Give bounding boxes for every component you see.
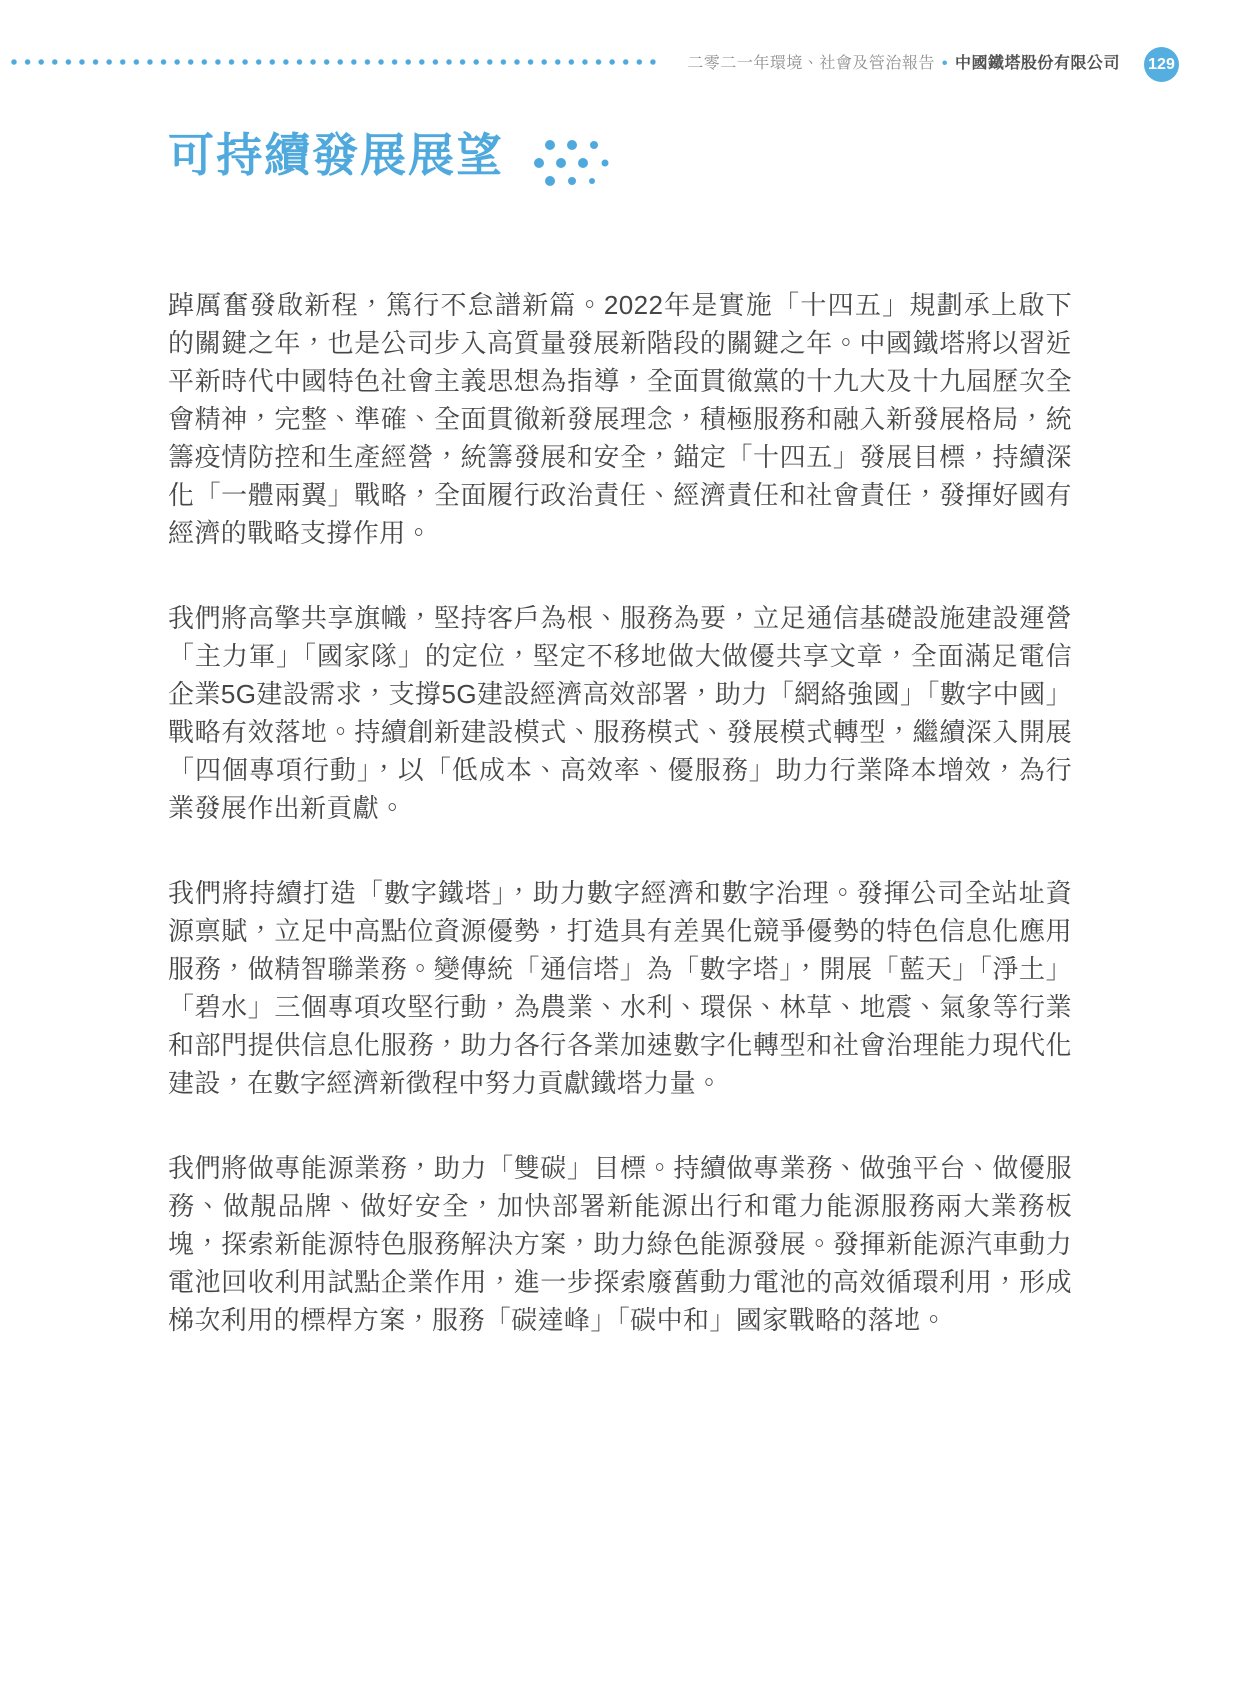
- page-number-badge: 129: [1144, 47, 1179, 82]
- section-heading: [168, 120, 1072, 192]
- paragraph-2: 我們將高擎共享旗幟，堅持客戶為根、服務為要，立足通信基礎設施建設運營「主力軍」「國家隊」的定位，堅定不移地做大做優共享文章，全面滿足電信企業5G建設需求，支撐5G建設經濟高效部署，助力「網絡強國」「數字中國」戰略有效落地。持續創新建設模式、服務模式、發展模式轉型，繼續深入開展「四個專項行動」，以「低成本、高效率、優服務」助力行業降本增效，為行業發展作出新貢獻。: [168, 603, 1072, 823]
- bullet-separator-icon: •: [941, 55, 948, 72]
- paragraph-3: 我們將持續打造「數字鐵塔」，助力數字經濟和數字治理。發揮公司全站址資源禀賦，立足中高點位資源優勢，打造具有差異化競爭優勢的特色信息化應用服務，做精智聯業務。變傳統「通信塔」為「數字塔」，開展「藍天」「淨土」「碧水」三個專項攻堅行動，為農業、水利、環保、林草、地震、氣象等行業和部門提供信息化服務，助力各行各業加速數字化轉型和社會治理能力現代化建設，在數字經濟新徵程中努力貢獻鐵塔力量。: [168, 878, 1072, 1098]
- paragraph-4: 我們將做專能源業務，助力「雙碳」目標。持續做專業務、做強平台、做優服務、做靚品牌、做好安全，加快部署新能源出行和電力能源服務兩大業務板塊，探索新能源特色服務解決方案，助力綠色能源發展。發揮新能源汽車動力電池回收利用試點企業作用，進一步探索廢舊動力電池的高效循環利用，形成梯次利用的標桿方案，服務「碳達峰」「碳中和」國家戰略的落地。: [168, 1153, 1072, 1335]
- page-title: 可持續發展展望: [168, 129, 504, 182]
- company-name: 中國鐵塔股份有限公司: [954, 55, 1120, 72]
- paragraph-1: 踔厲奮發啟新程，篤行不怠譜新篇。2022年是實施「十四五」規劃承上啟下的關鍵之年，也是公司步入高質量發展新階段的關鍵之年。中國鐵塔將以習近平新時代中國特色社會主義思想為指導，全面貫徹黨的十九大及十九屆歷次全會精神，完整、準確、全面貫徹新發展理念，積極服務和融入新發展格局，統籌疫情防控和生產經營，統籌發展和安全，錨定「十四五」發展目標，持續深化「一體兩翼」戰略，全面履行政治責任、經濟責任和社會責任，發揮好國有經濟的戰略支撐作用。: [168, 290, 1072, 548]
- dots-decoration-icon: [520, 134, 620, 192]
- body-text-block: [168, 286, 1072, 1339]
- page-content: [168, 0, 1072, 1386]
- report-title: 二零二一年環境、社會及管治報告: [687, 55, 935, 72]
